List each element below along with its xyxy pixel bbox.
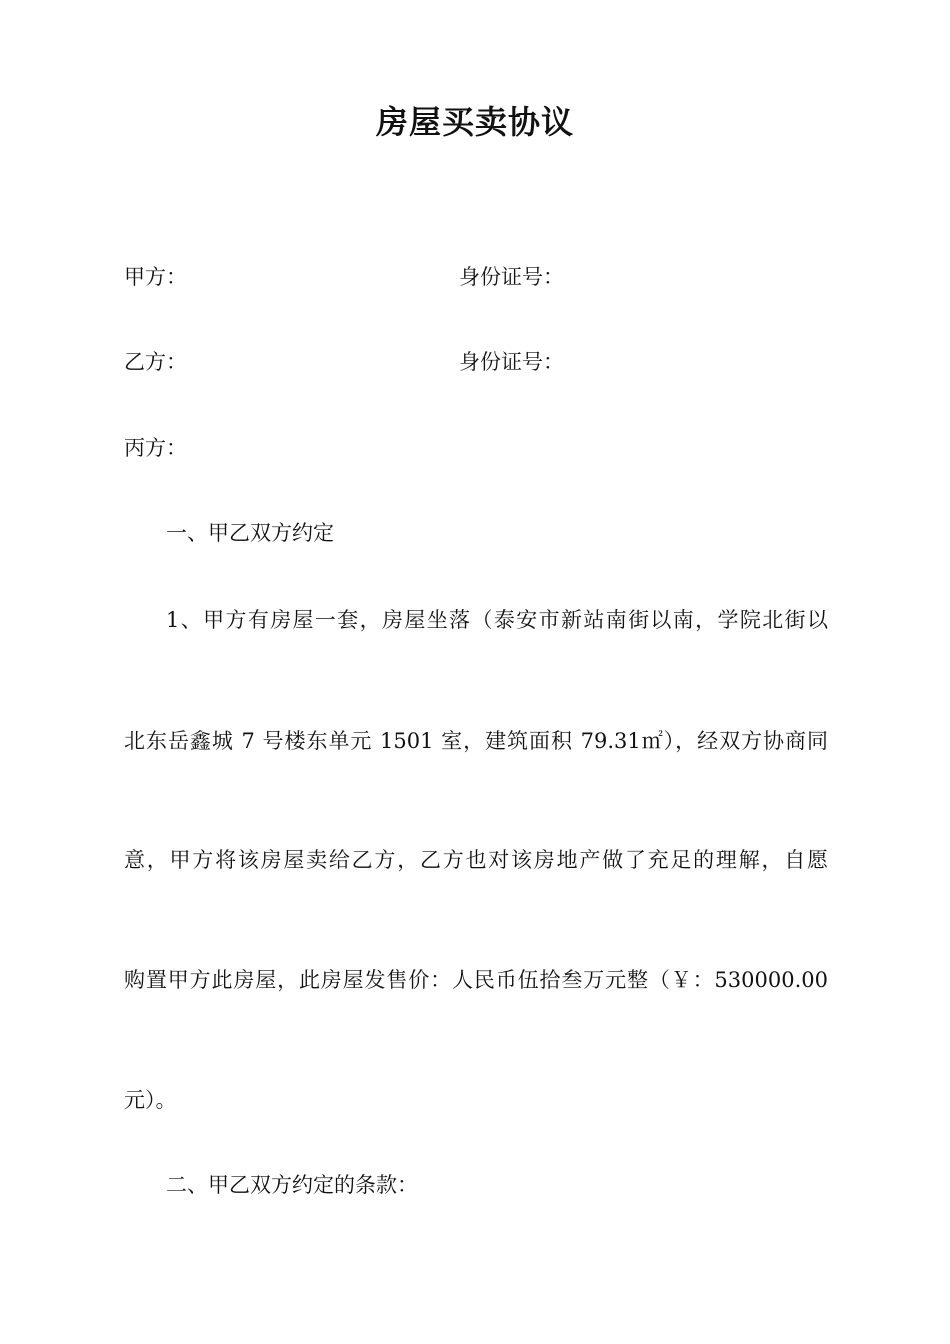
party-b-label: 乙方： bbox=[124, 350, 187, 374]
section-1-line-1: 1、甲方有房屋一套，房屋坐落（泰安市新站南街以南，学院北街以 bbox=[166, 608, 828, 632]
party-b-id-label: 身份证号： bbox=[459, 350, 564, 374]
section-1-line-2: 北东岳鑫城 7 号楼东单元 1501 室，建筑面积 79.31㎡），经双方协商同 bbox=[124, 729, 828, 753]
party-a-label: 甲方： bbox=[124, 265, 187, 289]
party-c-label: 丙方： bbox=[124, 436, 187, 460]
section-2-heading: 二、甲乙双方约定的条款： bbox=[166, 1173, 418, 1197]
section-1-line-4: 购置甲方此房屋，此房屋发售价：人民币伍拾叁万元整（￥：530000.00 bbox=[124, 968, 828, 992]
section-1-line-3: 意，甲方将该房屋卖给乙方，乙方也对该房地产做了充足的理解，自愿 bbox=[124, 848, 828, 872]
section-1-heading: 一、甲乙双方约定 bbox=[166, 521, 334, 545]
section-1-line-5: 元）。 bbox=[124, 1088, 177, 1112]
document-title: 房屋买卖协议 bbox=[375, 103, 574, 141]
party-a-id-label: 身份证号： bbox=[459, 265, 564, 289]
